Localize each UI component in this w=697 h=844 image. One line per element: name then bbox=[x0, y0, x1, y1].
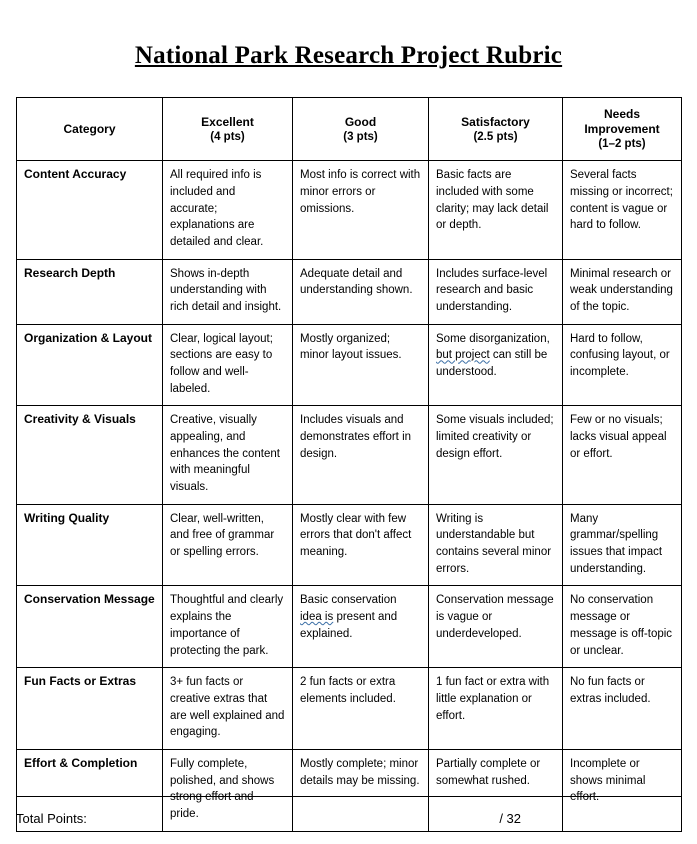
cell-satisfactory: Includes surface-level research and basic understanding. bbox=[429, 259, 563, 324]
column-header-satisfactory bbox=[429, 98, 563, 161]
row-category: Fun Facts or Extras bbox=[17, 668, 163, 750]
column-header-label: Category bbox=[63, 121, 116, 136]
column-header-label: Good bbox=[344, 114, 377, 129]
cell-needs-improvement: No fun facts or extras included. bbox=[563, 668, 682, 750]
cell-excellent: 3+ fun facts or creative extras that are well explained and engaging. bbox=[163, 668, 293, 750]
cell-good: Mostly organized; minor layout issues. bbox=[293, 324, 429, 406]
rubric-table bbox=[16, 97, 682, 832]
cell-needs-improvement: Minimal research or weak understanding of the topic. bbox=[563, 259, 682, 324]
cell-good: Most info is correct with minor errors or omissions. bbox=[293, 161, 429, 259]
cell-good: Adequate detail and understanding shown. bbox=[293, 259, 429, 324]
column-header-label: Excellent bbox=[201, 114, 254, 129]
cell-satisfactory: Partially complete or somewhat rushed. bbox=[429, 749, 563, 831]
header-row bbox=[17, 98, 682, 161]
cell-good: 2 fun facts or extra elements included. bbox=[293, 668, 429, 750]
cell-excellent: Fully complete, polished, and shows strong effort and pride. bbox=[163, 749, 293, 831]
table-row bbox=[17, 259, 682, 324]
column-header-good bbox=[293, 98, 429, 161]
row-category: Creativity & Visuals bbox=[17, 406, 163, 504]
cell-excellent: Clear, logical layout; sections are easy to follow and well-labeled. bbox=[163, 324, 293, 406]
table-header bbox=[17, 98, 682, 161]
cell-needs-improvement: No conservation message or message is off-topic or unclear. bbox=[563, 586, 682, 668]
cell-excellent: Thoughtful and clearly explains the importance of protecting the park. bbox=[163, 586, 293, 668]
cell-satisfactory: 1 fun fact or extra with little explanation or effort. bbox=[429, 668, 563, 750]
cell-needs-improvement: Few or no visuals; lacks visual appeal or effort. bbox=[563, 406, 682, 504]
cell-needs-improvement: Hard to follow, confusing layout, or incomplete. bbox=[563, 324, 682, 406]
cell-good: Includes visuals and demonstrates effort in design. bbox=[293, 406, 429, 504]
cell-satisfactory: Conservation message is vague or underdeveloped. bbox=[429, 586, 563, 668]
column-header-points: (2.5 pts) bbox=[473, 130, 518, 143]
column-header-points: (1–2 pts) bbox=[598, 138, 646, 150]
cell-good: Basic conservation idea is present and explained. bbox=[293, 586, 429, 668]
footer-divider bbox=[16, 796, 681, 797]
document-page bbox=[0, 42, 697, 844]
cell-excellent: Creative, visually appealing, and enhances the content with meaningful visuals. bbox=[163, 406, 293, 504]
cell-needs-improvement: Several facts missing or incorrect; content is vague or hard to follow. bbox=[563, 161, 682, 259]
cell-good: Mostly complete; minor details may be missing. bbox=[293, 749, 429, 831]
table-row bbox=[17, 406, 682, 504]
column-header-excellent bbox=[163, 98, 293, 161]
cell-excellent: Shows in-depth understanding with rich detail and insight. bbox=[163, 259, 293, 324]
cell-excellent: Clear, well-written, and free of grammar or spelling errors. bbox=[163, 504, 293, 586]
column-header-needs-improvement bbox=[563, 98, 682, 161]
table-row bbox=[17, 324, 682, 406]
cell-needs-improvement: Many grammar/spelling issues that impact understanding. bbox=[563, 504, 682, 586]
table-row bbox=[17, 586, 682, 668]
cell-good: Mostly clear with few errors that don't affect meaning. bbox=[293, 504, 429, 586]
column-header-label: Satisfactory bbox=[461, 114, 530, 129]
cell-satisfactory: Basic facts are included with some clarity; may lack detail or depth. bbox=[429, 161, 563, 259]
cell-needs-improvement: Incomplete or shows minimal effort. bbox=[563, 749, 682, 831]
table-row bbox=[17, 161, 682, 259]
cell-satisfactory: Writing is understandable but contains several minor errors. bbox=[429, 504, 563, 586]
cell-satisfactory: Some visuals included; limited creativity or design effort. bbox=[429, 406, 563, 504]
table-body bbox=[17, 161, 682, 831]
table-row bbox=[17, 504, 682, 586]
cell-satisfactory: Some disorganization, but project can still be understood. bbox=[429, 324, 563, 406]
total-points-value: / 32 bbox=[499, 811, 521, 826]
row-category: Organization & Layout bbox=[17, 324, 163, 406]
row-category: Content Accuracy bbox=[17, 161, 163, 259]
row-category: Conservation Message bbox=[17, 586, 163, 668]
row-category: Writing Quality bbox=[17, 504, 163, 586]
row-category: Research Depth bbox=[17, 259, 163, 324]
page-title: National Park Research Project Rubric bbox=[134, 42, 563, 69]
column-header-points: (3 pts) bbox=[343, 130, 378, 143]
column-header-points: (4 pts) bbox=[210, 130, 245, 143]
cell-excellent: All required info is included and accurate; explanations are detailed and clear. bbox=[163, 161, 293, 259]
column-header-category bbox=[17, 98, 163, 161]
total-points-label: Total Points: bbox=[16, 811, 87, 826]
table-row bbox=[17, 668, 682, 750]
document-footer bbox=[16, 796, 681, 826]
row-category: Effort & Completion bbox=[17, 749, 163, 831]
column-header-label: Needs Improvement bbox=[584, 107, 660, 136]
